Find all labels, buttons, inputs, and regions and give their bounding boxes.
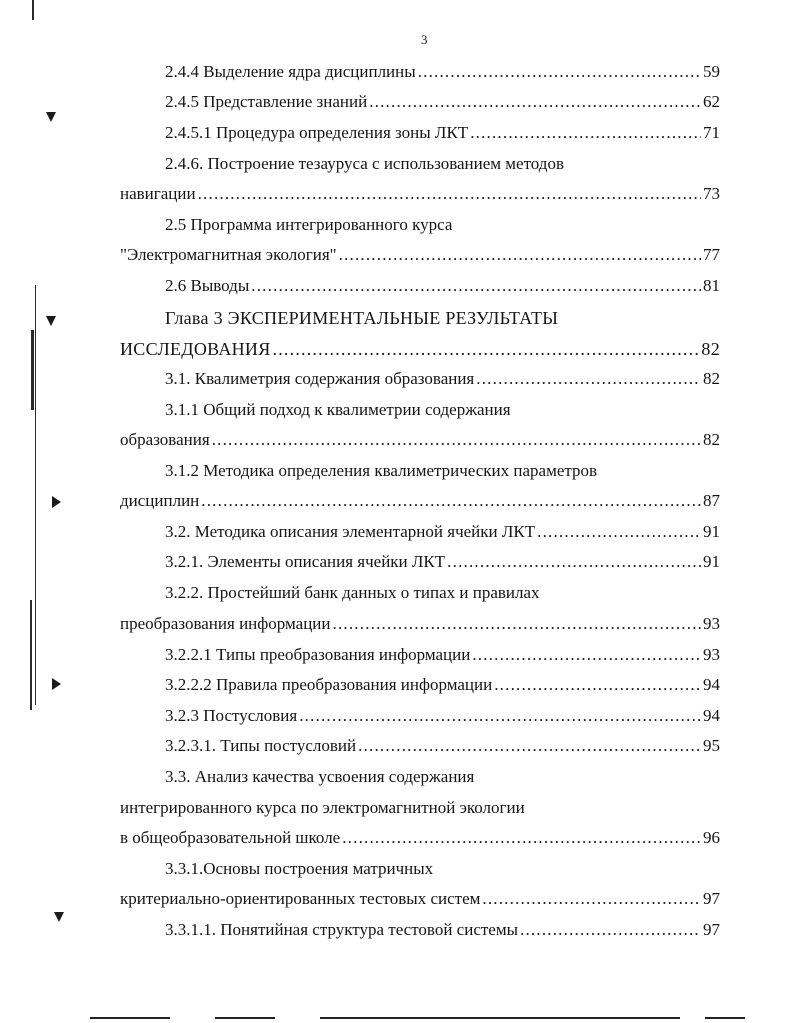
toc-entry-title: критериально-ориентированных тестовых систем	[120, 889, 481, 908]
toc-entry-page: 91	[703, 552, 720, 571]
toc-entry-line	[120, 797, 720, 819]
toc-entry-title: интегрированного курса по электромагнитной экологии	[120, 798, 525, 817]
toc-entry-title: 2.5 Программа интегрированного курса	[165, 215, 453, 234]
dot-leader	[537, 521, 701, 543]
toc-entry-title: образования	[120, 430, 210, 449]
toc-entry-title: 3.1. Квалиметрия содержания образования	[165, 369, 475, 388]
toc-entry-title: 3.3. Анализ качества усвоения содержания	[165, 767, 475, 786]
toc-entry	[165, 521, 720, 543]
toc-entry-title: 3.1.1 Общий подход к квалиметрии содержания	[165, 400, 511, 419]
toc-entry-line	[165, 766, 720, 788]
dot-leader	[358, 735, 701, 757]
toc-entry	[120, 888, 720, 910]
toc-entry-title: 3.3.1.Основы построения матричных	[165, 859, 434, 878]
toc-entry-page: 73	[703, 184, 720, 203]
toc-entry	[165, 61, 720, 83]
toc-entry-title: в общеобразовательной школе	[120, 828, 341, 847]
toc-entry-page: 82	[703, 430, 720, 449]
toc-entry	[165, 275, 720, 297]
toc-entry-page: 87	[703, 491, 720, 510]
toc-entry-title: 3.2.2.1 Типы преобразования информации	[165, 645, 471, 664]
dot-leader	[476, 368, 701, 390]
toc-entry-title: 2.6 Выводы	[165, 276, 250, 295]
toc-entry-page: 95	[703, 736, 720, 755]
toc-entry	[120, 244, 720, 266]
toc-entry-page: 93	[703, 645, 720, 664]
toc-entry	[120, 613, 720, 635]
toc-entry-title: 3.2.2.2 Правила преобразования информации	[165, 675, 493, 694]
toc-entry	[120, 490, 720, 512]
toc-entry-title: 2.4.6. Построение тезауруса с использованием методов	[165, 154, 564, 173]
scan-edge-line	[31, 330, 34, 410]
toc-entry	[120, 183, 720, 205]
toc-entry	[165, 368, 720, 390]
dot-leader	[472, 644, 701, 666]
dot-leader	[201, 490, 701, 512]
toc-entry	[120, 827, 720, 849]
binding-hole-mark	[46, 112, 56, 122]
toc-entry-title: Глава 3 ЭКСПЕРИМЕНТАЛЬНЫЕ РЕЗУЛЬТАТЫ	[165, 308, 559, 328]
dot-leader	[418, 61, 701, 83]
dot-leader	[251, 275, 701, 297]
scan-bottom-edge	[705, 1017, 745, 1019]
toc-entry-line	[165, 460, 720, 482]
dot-leader	[198, 183, 701, 205]
toc-entry-title: 3.2.3.1. Типы постусловий	[165, 736, 357, 755]
toc-entry	[165, 674, 720, 696]
toc-entry	[120, 429, 720, 451]
toc-entry	[165, 122, 720, 144]
toc-entry-title: 3.2. Методика описания элементарной ячейки ЛКТ	[165, 522, 536, 541]
toc-entry-title: "Электромагнитная экология"	[120, 245, 337, 264]
toc-entry-title: дисциплин	[120, 491, 200, 510]
toc-entry-page: 62	[703, 92, 720, 111]
toc-entry	[165, 644, 720, 666]
toc-entry-title: 3.1.2 Методика определения квалиметрических параметров	[165, 461, 598, 480]
scan-edge-line	[32, 0, 34, 20]
toc-entry-page: 59	[703, 62, 720, 81]
dot-leader	[339, 244, 701, 266]
dot-leader	[333, 613, 702, 635]
toc-entry	[165, 705, 720, 727]
toc-entry-line	[165, 153, 720, 175]
toc-entry-page: 94	[703, 706, 720, 725]
toc-entry-page: 94	[703, 675, 720, 694]
toc-entry-title: 2.4.5.1 Процедура определения зоны ЛКТ	[165, 123, 469, 142]
binding-hole-mark	[52, 678, 61, 690]
dot-leader	[212, 429, 701, 451]
toc-entry-page: 93	[703, 614, 720, 633]
toc-entry-page: 77	[703, 245, 720, 264]
toc-entry	[120, 338, 720, 360]
toc-entry-line	[165, 582, 720, 604]
scan-bottom-edge	[90, 1017, 170, 1019]
toc-entry-line	[165, 858, 720, 880]
toc-entry-page: 91	[703, 522, 720, 541]
page-number: 3	[421, 32, 428, 47]
toc-entry-page: 97	[703, 889, 720, 908]
toc-entry-title: 3.3.1.1. Понятийная структура тестовой системы	[165, 920, 519, 939]
toc-entry-title: преобразования информации	[120, 614, 331, 633]
toc-entry-page: 97	[703, 920, 720, 939]
dot-leader	[482, 888, 701, 910]
dot-leader	[273, 338, 700, 360]
toc-entry-page: 96	[703, 828, 720, 847]
dot-leader	[470, 122, 701, 144]
dot-leader	[494, 674, 701, 696]
dot-leader	[369, 91, 701, 113]
chapter-heading	[165, 307, 720, 329]
toc-entry-title: 2.4.5 Представление знаний	[165, 92, 368, 111]
scan-bottom-edge	[215, 1017, 275, 1019]
toc-entry-title: 2.4.4 Выделение ядра дисциплины	[165, 62, 416, 81]
toc-entry-title: 3.2.1. Элементы описания ячейки ЛКТ	[165, 552, 446, 571]
binding-hole-mark	[46, 316, 56, 326]
toc-entry-page: 81	[703, 276, 720, 295]
toc-entry-title: 3.2.2. Простейший банк данных о типах и правилах	[165, 583, 540, 602]
toc-entry-page: 82	[703, 369, 720, 388]
toc-entry-title: ИССЛЕДОВАНИЯ	[120, 339, 271, 359]
toc-entry-title: навигации	[120, 184, 196, 203]
scan-edge-line	[35, 285, 36, 705]
toc-entry-line	[165, 399, 720, 421]
toc-entry-page: 71	[703, 123, 720, 142]
dot-leader	[342, 827, 701, 849]
toc-entry	[165, 551, 720, 573]
toc-entry-line	[165, 214, 720, 236]
dot-leader	[299, 705, 701, 727]
toc-entry-page: 82	[701, 339, 720, 359]
dot-leader	[520, 919, 701, 941]
dot-leader	[447, 551, 701, 573]
toc-entry	[165, 919, 720, 941]
toc-entry	[165, 735, 720, 757]
scan-edge-line	[30, 600, 32, 710]
toc-entry	[165, 91, 720, 113]
binding-hole-mark	[54, 912, 64, 922]
scan-bottom-edge	[320, 1017, 680, 1019]
binding-hole-mark	[52, 496, 61, 508]
toc-entry-title: 3.2.3 Постусловия	[165, 706, 298, 725]
